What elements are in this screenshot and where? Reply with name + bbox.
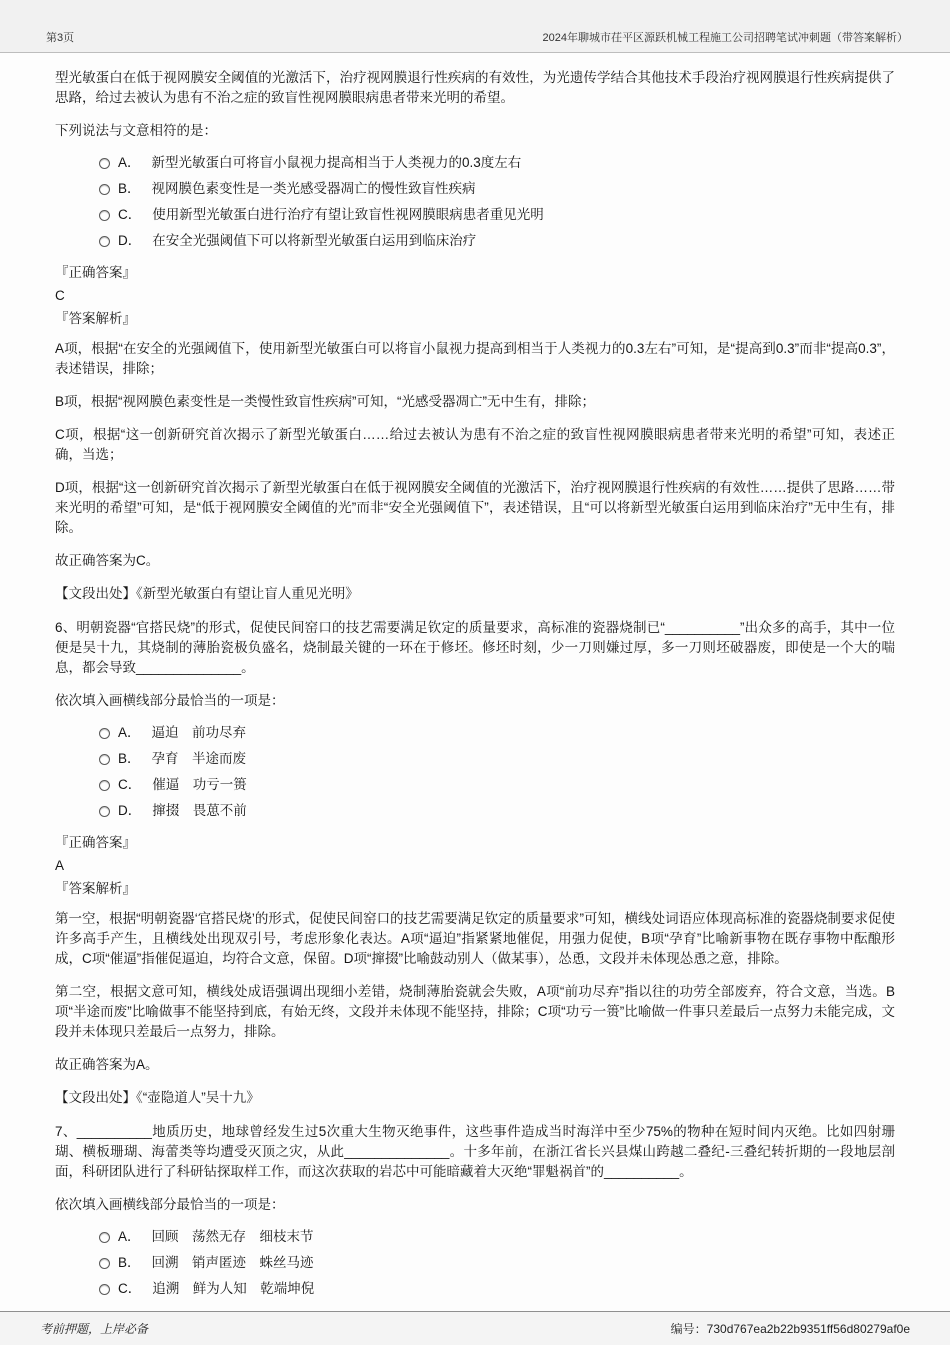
analysis-conclusion: 故正确答案为A。 — [55, 1057, 159, 1072]
qc-option-d-radio[interactable] — [99, 236, 110, 247]
question-continued — [55, 68, 895, 604]
option-row — [55, 1276, 895, 1302]
q6-option-c-radio[interactable] — [99, 780, 110, 791]
footer-code-label: 编号： — [670, 1322, 707, 1336]
option-row — [55, 720, 895, 746]
analysis-paragraph: 第一空，根据“明朝瓷器‘官搭民烧’的形式，促使民间窑口的技艺需要满足钦定的质量要求”可知，横线处词语应体现高标准的瓷器烧制要求促使许多高手产生，且横线处出现双引号，考虑形象化表达。A项“逼迫”指紧紧地催促，用强力促使，B项“孕育”比喻新事物在既存事物中酝酿形成，C项“催逼”指催促逼迫，均符合文意，保留。D项“撺掇”比喻鼓动别人（做某事），怂恿，文段并未体现怂恿之意，排除。 — [55, 911, 895, 966]
qc-option-c-radio[interactable] — [99, 210, 110, 221]
option-row — [55, 772, 895, 798]
passage-source: 【文段出处】《新型光敏蛋白有望让盲人重见光明》 — [55, 586, 359, 601]
options-list — [55, 720, 895, 824]
option-letter: D． — [118, 233, 142, 248]
doc-title: 2024年聊城市茌平区源跃机械工程施工公司招聘笔试冲刺题（带答案解析） — [542, 32, 908, 44]
footer-code-value: 730d767ea2b22b9351ff56d80279af0e — [706, 1322, 910, 1336]
analysis-paragraph: D项，根据“这一创新研究首次揭示了新型光敏蛋白在低于视网膜安全阈值的光激活下，治疗视网膜退行性疾病的有效性……提供了思路……带来光明的希望”可知，是“低于视网膜安全阈值的光”而非“安全光强阈值下”，表述错误，且“可以将新型光敏蛋白运用到临床治疗”无中生有，排除。 — [55, 480, 895, 535]
analysis-label: 『答案解析』 — [55, 311, 136, 326]
q6-option-b-radio[interactable] — [99, 754, 110, 765]
option-text: 视网膜色素变性是一类光感受器凋亡的慢性致盲性疾病 — [151, 181, 476, 196]
option-letter: A． — [118, 155, 141, 170]
option-text: 逼迫 前功尽弃 — [151, 725, 247, 740]
q7-option-b-radio[interactable] — [99, 1258, 110, 1269]
option-letter: C． — [118, 207, 142, 222]
question-prompt: 下列说法与文意相符的是： — [55, 123, 217, 138]
option-row — [55, 746, 895, 772]
option-text: 使用新型光敏蛋白进行治疗有望让致盲性视网膜眼病患者重见光明 — [152, 207, 544, 222]
question-stem: 7、__________地质历史，地球曾经发生过5次重大生物灭绝事件，这些事件造成当时海洋中至少75%的物种在短时间内灭绝。比如四射珊瑚、横板珊瑚、海蕾类等均遭受灭顶之灾，从此______________。十多年前，在浙江省长兴县煤山跨越二叠纪-三叠纪转折期的一段地层剖面，科研团队进行了科研钻探取样工作，而这次获取的岩芯中可能暗藏着大灭绝“罪魁祸首”的__________。 — [55, 1124, 895, 1179]
analysis-paragraph: 第二空，根据文意可知，横线处成语强调出现细小差错，烧制薄胎瓷就会失败，A项“前功尽弃”指以往的功劳全部废弃，符合文意，当选。B项“半途而废”比喻做事不能坚持到底，有始无终，文段并未体现不能坚持，排除；C项“功亏一篑”比喻做一件事只差最后一点努力未能完成，文段并未体现只差最后一点努力，排除。 — [55, 984, 895, 1039]
answer-label: 『正确答案』 — [55, 265, 136, 280]
question-6 — [55, 618, 895, 1108]
options-list — [55, 150, 895, 254]
question-prompt: 依次填入画横线部分最恰当的一项是： — [55, 1197, 285, 1212]
option-text: 回顾 荡然无存 细枝末节 — [151, 1229, 314, 1244]
page-header — [0, 0, 950, 53]
option-row — [55, 202, 895, 228]
analysis-paragraph: C项，根据“这一创新研究首次揭示了新型光敏蛋白……给过去被认为患有不治之症的致盲性视网膜眼病患者带来光明的希望”可知，表述正确，当选； — [55, 427, 895, 462]
option-letter: C． — [118, 1281, 142, 1296]
q6-option-d-radio[interactable] — [99, 806, 110, 817]
correct-answer: C — [55, 288, 65, 303]
option-row — [55, 228, 895, 254]
option-letter: A． — [118, 1229, 141, 1244]
analysis-paragraph: B项，根据“视网膜色素变性是一类慢性致盲性疾病”可知，“光感受器凋亡”无中生有，排除； — [55, 394, 595, 409]
q6-option-a-radio[interactable] — [99, 728, 110, 739]
option-row — [55, 150, 895, 176]
option-row — [55, 1250, 895, 1276]
option-row — [55, 1224, 895, 1250]
page-number: 第3页 — [46, 32, 75, 44]
analysis-label: 『答案解析』 — [55, 881, 136, 896]
passage-text: 型光敏蛋白在低于视网膜安全阈值的光激活下，治疗视网膜退行性疾病的有效性，为光遗传学结合其他技术手段治疗视网膜退行性疾病提供了思路，给过去被认为患有不治之症的致盲性视网膜眼病患者带来光明的希望。 — [55, 70, 895, 105]
footer-slogan: 考前押题，上岸必备 — [40, 1322, 149, 1336]
option-letter: C． — [118, 777, 142, 792]
option-letter: A． — [118, 725, 141, 740]
page-footer — [0, 1311, 950, 1345]
answer-label: 『正确答案』 — [55, 835, 136, 850]
option-letter: B． — [118, 1255, 141, 1270]
q7-option-a-radio[interactable] — [99, 1232, 110, 1243]
options-list — [55, 1224, 895, 1302]
q7-option-c-radio[interactable] — [99, 1284, 110, 1295]
option-text: 撺掇 畏葸不前 — [152, 803, 247, 818]
option-text: 在安全光强阈值下可以将新型光敏蛋白运用到临床治疗 — [152, 233, 477, 248]
option-letter: B． — [118, 181, 141, 196]
document-content — [0, 53, 950, 1311]
option-text: 回溯 销声匿迹 蛛丝马迹 — [151, 1255, 314, 1270]
answer-block — [55, 263, 895, 329]
qc-option-a-radio[interactable] — [99, 158, 110, 169]
option-text: 追溯 鲜为人知 乾端坤倪 — [152, 1281, 315, 1296]
option-text: 孕育 半途而废 — [151, 751, 247, 766]
option-row — [55, 176, 895, 202]
question-prompt: 依次填入画横线部分最恰当的一项是： — [55, 693, 285, 708]
option-letter: B． — [118, 751, 141, 766]
answer-block — [55, 833, 895, 899]
qc-option-b-radio[interactable] — [99, 184, 110, 195]
passage-source: 【文段出处】《“壶隐道人”吴十九》 — [55, 1090, 260, 1105]
option-text: 新型光敏蛋白可将盲小鼠视力提高相当于人类视力的0.3度左右 — [151, 155, 522, 170]
analysis-paragraph: A项，根据“在安全的光强阈值下，使用新型光敏蛋白可以将盲小鼠视力提高到相当于人类视力的0.3左右”可知，是“提高到0.3”而非“提高0.3”，表述错误，排除； — [55, 341, 895, 376]
question-7 — [55, 1122, 895, 1302]
analysis-conclusion: 故正确答案为C。 — [55, 553, 160, 568]
footer-code — [671, 1320, 910, 1337]
correct-answer: A — [55, 858, 65, 873]
option-text: 催逼 功亏一篑 — [152, 777, 247, 792]
option-letter: D． — [118, 803, 142, 818]
option-row — [55, 798, 895, 824]
question-stem: 6、明朝瓷器“官搭民烧”的形式，促使民间窑口的技艺需要满足钦定的质量要求，高标准的瓷器烧制已“__________”出众多的高手，其中一位便是吴十九，其烧制的薄胎瓷极负盛名，烧制最关键的一环在于修坯。修坯时刻，少一刀则嫌过厚，多一刀则坯破器废，即使是一个大的喘息，都会导致______________。 — [55, 620, 895, 675]
